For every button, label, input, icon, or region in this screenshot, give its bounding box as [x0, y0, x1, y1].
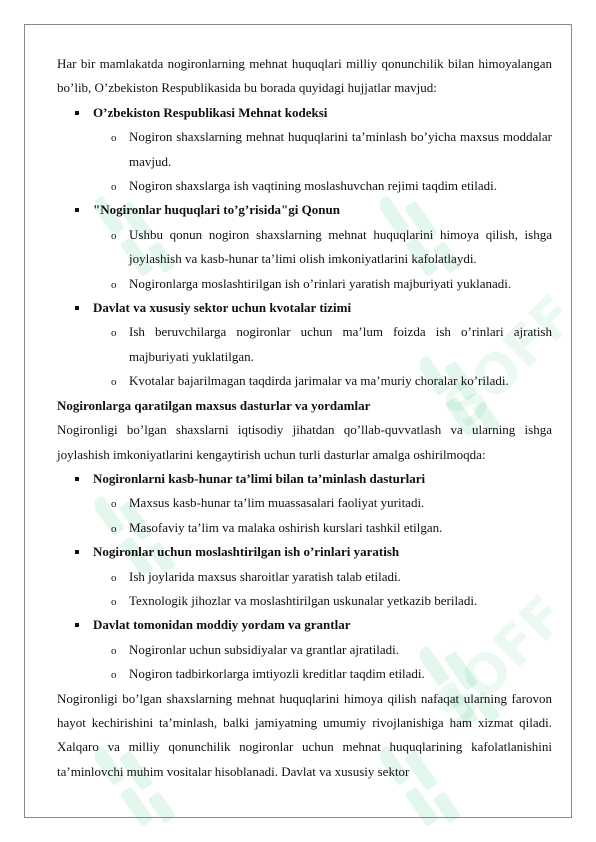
- document-body: [57, 52, 552, 784]
- bullet-item: [57, 467, 552, 540]
- sub-list-text: Nogiron shaxslarning mehnat huquqlarini ta’minlash bo’yicha maxsus moddalar mavjud.: [129, 129, 552, 169]
- bullet-item: [57, 198, 552, 296]
- closing-paragraph: Nogironligi bo’lgan shaxslarning mehnat huquqlarini himoya qilish nafaqat ularning farovon hayot kechirishini ta’minlash, balki jamiyatning umumiy rivojlanishiga ham xizmat qiladi. Xalqaro va milliy qonunchilik nogironlar uchun mehnat huquqlarining kafolatlanishini ta’minlovchi muhim vositalar hisoblanadi. Davlat va xususiy sektor: [57, 690, 552, 779]
- sub-list-item: [93, 320, 552, 369]
- sub-list-item: [93, 491, 552, 515]
- bullet-item: [57, 613, 552, 686]
- sub-list-item: [93, 638, 552, 662]
- bullet-title: O’zbekiston Respublikasi Mehnat kodeksi: [93, 104, 328, 120]
- sub-list: [93, 491, 552, 540]
- sub-list-text: Ushbu qonun nogiron shaxslarning mehnat huquqlarini himoya qilish, ishga joylashish va kasb-hunar ta’limi olish imkoniyatlarini kafolatlaydi.: [129, 226, 552, 267]
- sub-list-item: [93, 662, 552, 686]
- bullet-title: Nogironlar uchun moslashtirilgan ish o’rinlari yaratish: [93, 544, 400, 560]
- sub-list-item: [93, 174, 552, 198]
- circle-bullet-icon: o: [111, 498, 117, 511]
- sub-list: [93, 223, 552, 296]
- bullet-title: Davlat va xususiy sektor uchun kvotalar tizimi: [93, 300, 352, 316]
- circle-bullet-icon: o: [111, 132, 117, 145]
- square-bullet-icon: [75, 550, 79, 554]
- bullet-title: Davlat tomonidan moddiy yordam va grantlar: [93, 617, 351, 633]
- square-bullet-icon: [75, 623, 79, 627]
- sub-list-text: Kvotalar bajarilmagan taqdirda jarimalar va ma’muriy choralar ko’riladi.: [129, 373, 509, 389]
- bullet-item: [57, 296, 552, 394]
- sub-list-item: [93, 565, 552, 589]
- circle-bullet-icon: o: [111, 181, 117, 194]
- sub-list-item: [93, 369, 552, 393]
- sub-list-text: Nogiron tadbirkorlarga imtiyozli kreditlar taqdim etiladi.: [129, 666, 425, 682]
- sub-list-text: Ish beruvchilarga nogironlar uchun ma’lum foizda ish o’rinlari ajratish majburiyati yuklatilgan.: [129, 324, 552, 364]
- circle-bullet-icon: o: [111, 571, 117, 584]
- circle-bullet-icon: o: [111, 669, 117, 682]
- square-bullet-icon: [75, 477, 79, 481]
- circle-bullet-icon: o: [111, 278, 117, 291]
- section-intro-paragraph: Nogironligi bo’lgan shaxslarni iqtisodiy jihatdan qo’llab-quvvatlash va ularning ishga joylashish imkoniyatlarini kengaytirish uchun turli dasturlar amalga oshirilmoqda:: [57, 422, 552, 462]
- sub-list-text: Masofaviy ta’lim va malaka oshirish kurslari tashkil etilgan.: [129, 519, 443, 535]
- sub-list-text: Texnologik jihozlar va moslashtirilgan uskunalar yetkazib beriladi.: [129, 592, 478, 608]
- watermark-text: SOFF: [420, 583, 578, 740]
- sub-list-text: Maxsus kasb-hunar ta’lim muassasalari faoliyat yuritadi.: [129, 495, 425, 511]
- circle-bullet-icon: o: [111, 376, 117, 389]
- intro-paragraph: Har bir mamlakatda nogironlarning mehnat huquqlari milliy qonunchilik bilan himoyalangan bo’lib, O’zbekiston Respublikasida bu borada quyidagi hujjatlar mavjud:: [57, 56, 552, 96]
- watermark-text: SOFF: [430, 283, 588, 440]
- sub-list-text: Ish joylarida maxsus sharoitlar yaratish talab etiladi.: [129, 568, 401, 584]
- bullet-item: [57, 540, 552, 613]
- circle-bullet-icon: o: [111, 229, 117, 242]
- circle-bullet-icon: o: [111, 644, 117, 657]
- legal-documents-list: [57, 101, 552, 394]
- sub-list: [93, 320, 552, 393]
- circle-bullet-icon: o: [111, 327, 117, 340]
- sub-list-item: [93, 223, 552, 272]
- bullet-title: Nogironlarni kasb-hunar ta’limi bilan ta’minlash dasturlari: [93, 470, 426, 486]
- sub-list-item: [93, 272, 552, 296]
- bullet-item: [57, 101, 552, 199]
- section-heading: Nogironlarga qaratilgan maxsus dasturlar va yordamlar: [57, 397, 371, 413]
- square-bullet-icon: [75, 111, 79, 115]
- bullet-title: "Nogironlar huquqlari to’g’risida"gi Qonun: [93, 202, 340, 218]
- sub-list-text: Nogiron shaxslarga ish vaqtining moslashuvchan rejimi taqdim etiladi.: [129, 178, 498, 194]
- square-bullet-icon: [75, 306, 79, 310]
- sub-list: [93, 638, 552, 687]
- support-programs-list: [57, 467, 552, 687]
- sub-list-item: [93, 589, 552, 613]
- sub-list-text: Nogironlar uchun subsidiyalar va grantlar ajratiladi.: [129, 641, 400, 657]
- square-bullet-icon: [75, 208, 79, 212]
- circle-bullet-icon: o: [111, 595, 117, 608]
- sub-list: [93, 565, 552, 614]
- circle-bullet-icon: o: [111, 522, 117, 535]
- sub-list: [93, 125, 552, 198]
- sub-list-text: Nogironlarga moslashtirilgan ish o’rinlari yaratish majburiyati yuklanadi.: [129, 275, 512, 291]
- sub-list-item: [93, 516, 552, 540]
- sub-list-item: [93, 125, 552, 174]
